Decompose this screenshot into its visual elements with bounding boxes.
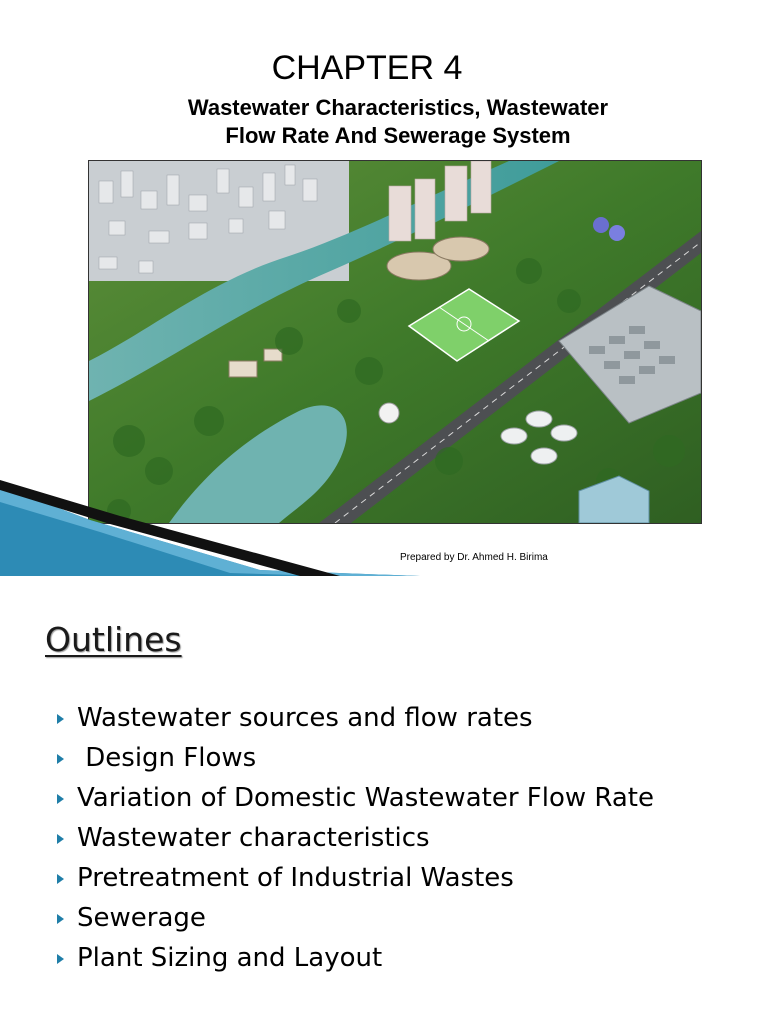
list-item-text: Variation of Domestic Wastewater Flow Rate — [77, 783, 655, 813]
list-item-text: Sewerage — [77, 903, 206, 933]
list-item — [55, 901, 654, 941]
triangle-bullet-icon — [57, 954, 64, 964]
list-item — [55, 781, 654, 821]
list-item-text: Wastewater sources and flow rates — [77, 703, 533, 733]
list-item — [55, 741, 654, 781]
outlines-slide — [0, 576, 768, 1024]
outlines-heading: Outlines — [45, 620, 182, 659]
chapter-title: CHAPTER 4 — [271, 49, 463, 87]
decorative-swoosh — [0, 480, 420, 576]
subtitle-line-2: Flow Rate And Sewerage System — [225, 123, 571, 148]
list-item-text: Pretreatment of Industrial Wastes — [77, 863, 514, 893]
list-item-text: Wastewater characteristics — [77, 823, 430, 853]
aerial-park-image — [88, 160, 702, 524]
triangle-bullet-icon — [57, 794, 64, 804]
triangle-bullet-icon — [57, 914, 64, 924]
list-item-text: Plant Sizing and Layout — [77, 943, 383, 973]
triangle-bullet-icon — [57, 754, 64, 764]
triangle-bullet-icon — [57, 834, 64, 844]
chapter-subtitle — [98, 94, 698, 150]
list-item — [55, 821, 654, 861]
list-item — [55, 701, 654, 741]
list-item-text: Design Flows — [77, 743, 257, 773]
subtitle-line-1: Wastewater Characteristics, Wastewater — [187, 95, 609, 120]
list-item — [55, 941, 654, 981]
list-item — [55, 861, 654, 901]
triangle-bullet-icon — [57, 874, 64, 884]
author-credit: Prepared by Dr. Ahmed H. Birima — [400, 552, 548, 563]
outline-list — [55, 701, 654, 981]
triangle-bullet-icon — [57, 714, 64, 724]
